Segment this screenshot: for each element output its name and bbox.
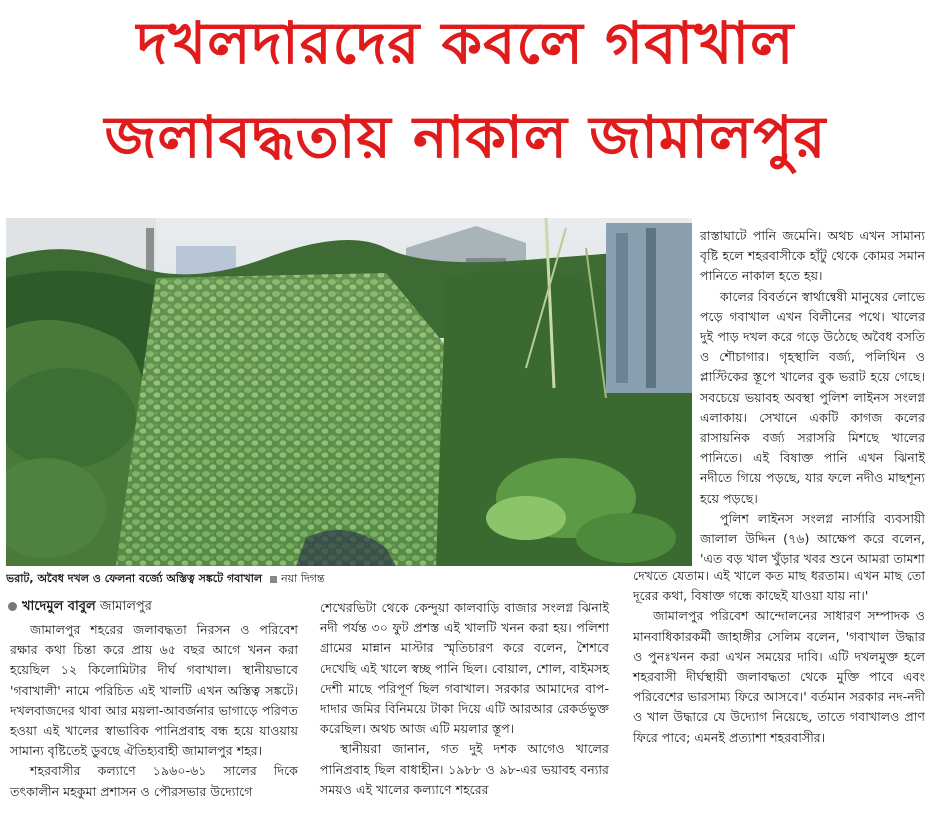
photo-credit: নয়া দিগন্ত [281, 572, 325, 585]
headline-line-2: জলাবদ্ধতায় নাকাল জামালপুর [104, 103, 827, 171]
author-name: খাদেমুল বাবুল [22, 599, 96, 614]
paragraph: জামালপুর শহরের জলাবদ্ধতা নিরসন ও পরিবেশ রক্ষার কথা চিন্তা করে প্রায় ৬৫ বছর আগে খনন করা হয়েছিল ১২ কিলোমিটার দীর্ঘ গবাখাল। স্থানীয়ভাবে 'গবাখালী' নামে পরিচিত এই খালটি এখন অস্তিত্ব সঙ্কটে। দখলবাজদের থাবা আর ময়লা-আবর্জনার ভাগাড়ে পরিণত হওয়া এই খালের স্বাভাবিক পানিপ্রবাহ বন্ধ হয়ে যাওয়ায় সামান্য বৃষ্টিতেই ডুবছে ঐতিহ্যবাহী জামালপুর শহর। [10, 622, 298, 759]
paragraph: পুলিশ লাইনস সংলগ্ন নার্সারি ব্যবসায়ী জালাল উদ্দিন (৭৬) আক্ষেপ করে বলেন, 'এত বড় খাল খুঁড়ার খবর শুনে আমরা তামশা [700, 510, 925, 567]
paragraph: জামালপুর পরিবেশ আন্দোলনের সাধারণ সম্পাদক ও মানবাধিকারকর্মী জাহাঙ্গীর সেলিম বলেন, 'গবাখাল উদ্ধার ও পুনঃখনন করা এখন সময়ের দাবি। এটি দখলমুক্ত হলে শহরবাসী দীর্ঘস্থায়ী জলাবদ্ধতা থেকে মুক্তি পাবে এবং পরিবেশের ভারসাম্য ফিরে আসবে।' বর্তমান সরকার নদ-নদী ও খাল উদ্ধারে যে উদ্যোগ নিয়েছে, তাতে গবাখালও প্রাণ ফিরে পাবে; এমনই প্রত্যাশা শহরবাসীর। [633, 608, 925, 745]
article-column-1 [10, 620, 298, 802]
headline-line-1: দখলদারদের কবলে গবাখাল [136, 9, 795, 77]
paragraph: শেখেরভিটা থেকে কেন্দুয়া কালবাড়ি বাজার সংলগ্ন ঝিনাই নদী পর্যন্ত ৩০ ফুট প্রশস্ত এই খালটি খনন করা হয়। পলিশা গ্রামের মান্নান মাস্টার স্মৃতিচারণ করে বলেন, শৈশবে দেখেছি এই খালে স্বচ্ছ পানি ছিল। বোয়াল, শোল, বাইমসহ দেশী মাছে পরিপূর্ণ ছিল গবাখাল। সরকার আমাদের বাপ-দাদার জমির বিনিময়ে টাকা দিয়ে এটি আরআর রেকর্ডভুক্ত করেছিল। অথচ আজ এটি ময়লার স্তূপ। [320, 600, 609, 737]
caption-text: ভরাট, অবৈধ দখল ও ফেলনা বর্জ্যে অস্তিত্ব সঙ্কটে গবাখাল [6, 572, 263, 585]
article-column-2 [320, 598, 609, 800]
paragraph: শহরবাসীর কল্যাণে ১৯৬০-৬১ সালের দিকে তৎকালীন মহকুমা প্রশাসন ও পৌরসভার উদ্যোগে [10, 763, 298, 799]
photo-caption [6, 570, 692, 588]
paragraph: রাস্তাঘাটে পানি জমেনি। অথচ এখন সামান্য বৃষ্টি হলে শহরবাসীকে হাঁটু থেকে কোমর সমান পানিতে নাকাল হতে হয়। [700, 228, 925, 284]
paragraph: কালের বিবর্তনে স্বার্থান্বেষী মানুষের লোভে পড়ে গবাখাল এখন বিলীনের পথে। খালের দুই পাড় দখল করে গড়ে উঠেছে অবৈধ বসতি ও শৌচাগার। গৃহস্থালি বর্জ্য, পলিথিন ও প্লাস্টিকের স্তূপে খালের বুক ভরাট হয়ে গেছে। সবচেয়ে ভয়াবহ অবস্থা পুলিশ লাইনস সংলগ্ন এলাকায়। সেখানে একটি কাগজ কলের রাসায়নিক বর্জ্য সরাসরি মিশছে খালের পানিতে। এই বিষাক্ত পানি এখন ঝিনাই নদীতে গিয়ে পড়ছে, যার ফলে নদীও মাছশূন্য হয়ে পড়ছে। [700, 288, 925, 506]
article-column-3-bottom [633, 566, 925, 748]
canal-photo-illustration [6, 218, 692, 566]
bullet-icon [8, 602, 17, 611]
paragraph: দেখতে যেতাম। এই খালে কত মাছ ধরতাম। এখন মাছ তো দূরের কথা, বিষাক্ত গন্ধে কাছেই যাওয়া যায় না।' [633, 568, 925, 604]
article-column-3-top [700, 226, 925, 569]
square-bullet-icon [270, 576, 277, 583]
news-photo [6, 218, 692, 566]
paragraph: স্থানীয়রা জানান, গত দুই দশক আগেও খালের পানিপ্রবাহ ছিল বাধাহীন। ১৯৮৮ ও ৯৮-এর ভয়াবহ বন্যার সময়ও এই খালের কল্যাণে শহরের [320, 741, 609, 797]
byline [8, 599, 152, 615]
dateline: জামালপুর [99, 599, 152, 614]
